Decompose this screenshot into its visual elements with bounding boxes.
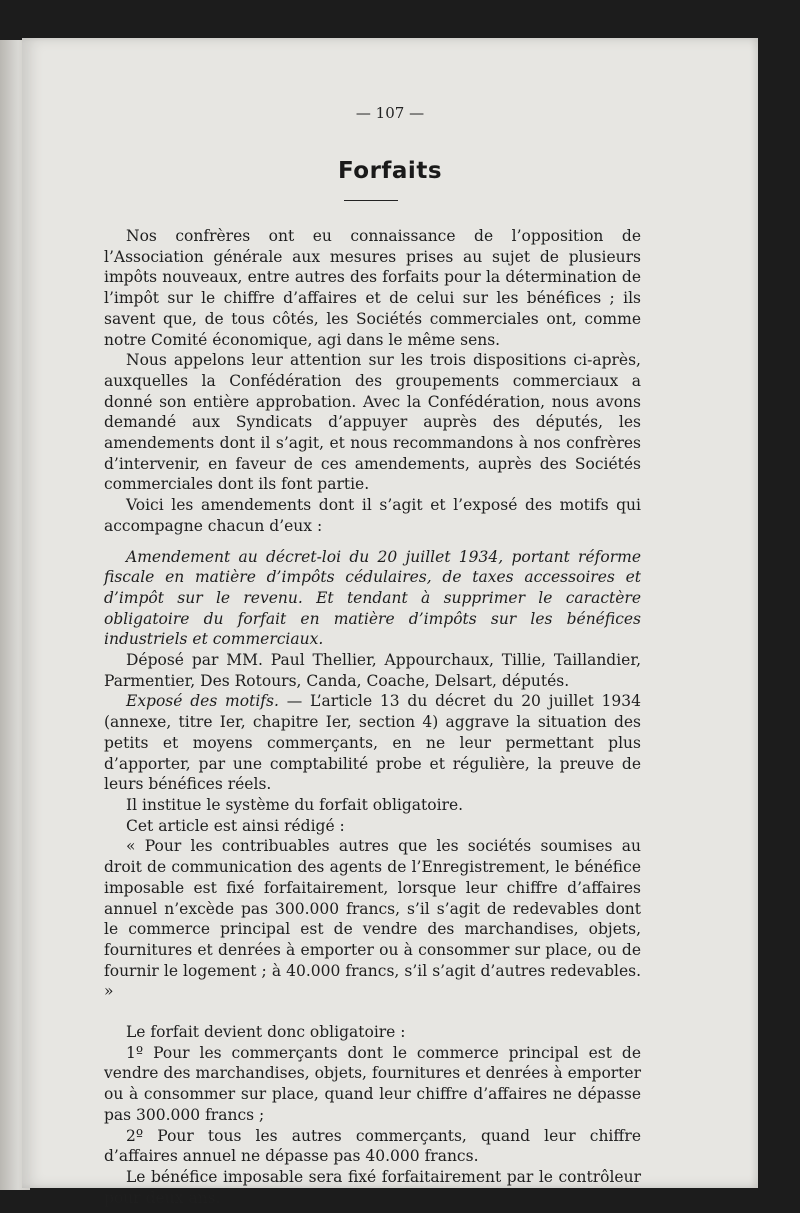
expose-label: Exposé des motifs. <box>126 692 279 711</box>
paragraph-intro: Nos confrères ont eu connaissance de l’opposition de l’Association générale aux mesures prises au sujet de plusieurs impôts nouveaux, entre autres des forfaits pour la détermination de l’impôt sur le chiffre d’affaires et de celui sur les bénéfices ; ils savent que, de tous côtés, les Sociétés commerciales ont, comme notre Comité économique, agi dans le même sens. <box>104 227 641 349</box>
paragraph-institue: Il institue le système du forfait obligatoire. <box>126 795 464 814</box>
title-underline <box>344 200 398 201</box>
paragraph-attention: Nous appelons leur attention sur les trois dispositions ci-après, auxquelles la Confédération des groupements commerciaux a donné son entière approbation. Avec la Confédération, nous avons demandé aux Syndicats d’appuyer auprès des députés, les amendements dont il s’agit, et nous recommandons à nos confrères d’intervenir, en faveur de ces amendements, auprès des Sociétés commerciales dont ils font partie. <box>104 351 641 494</box>
page-number: — 107 — <box>355 104 425 122</box>
article-body <box>104 216 641 1208</box>
amendment-heading: Amendement au décret-loi du 20 juillet 1934, portant réforme fiscale en matière d’impôts cédulaires, de taxes accessoires et d’impôt sur le revenu. Et tendant à supprimer le caractère obligatoire du forfait en matière d’impôts sur les bénéfices industriels et commerciaux. <box>104 547 641 649</box>
list-item-2: 2º Pour tous les autres commerçants, quand leur chiffre d’affaires annuel ne dépasse pas 40.000 francs. <box>104 1126 641 1166</box>
paragraph-voici: Voici les amendements dont il s’agit et l’exposé des motifs qui accompagne chacun d’eux : <box>104 496 641 535</box>
expose-paragraph <box>104 691 641 795</box>
deposited-by: Déposé par MM. Paul Thellier, Appourchaux, Tillie, Taillandier, Parmentier, Des Rotours, Canda, Coache, Delsart, députés. <box>104 651 641 690</box>
paragraph-conclusion: Le bénéfice imposable sera fixé forfaitairement par le contrôleur pour deux ans. <box>104 1167 641 1207</box>
paragraph-redige: Cet article est ainsi rédigé : <box>126 816 345 835</box>
page-sheet <box>22 38 758 1207</box>
page-title: Forfaits <box>337 158 443 184</box>
list-item-1: 1º Pour les commerçants dont le commerce principal est de vendre des marchandises, objets, fournitures et denrées à emporter ou à consommer sur place, quand leur chiffre d’affaires ne dépasse pas 300.000 francs ; <box>104 1043 641 1124</box>
quoted-article: « Pour les contribuables autres que les sociétés soumises au droit de communication des agents de l’Enregistrement, le bénéfice imposable est fixé forfaitairement, lorsque leur chiffre d’affaires annuel n’excède pas 300.000 francs, s’il s’agit de redevables dont le commerce principal est de vendre des marchandises, objets, fournitures et denrées à emporter ou à consommer sur place, ou de fournir le logement ; à 40.000 francs, s’il s’agit d’autres redevables. » <box>104 837 641 1001</box>
paragraph-obligatoire: Le forfait devient donc obligatoire : <box>126 1023 406 1042</box>
expose-text: — L’article 13 du décret du 20 juillet 1934 (annexe, titre Ier, chapitre Ier, section 4) aggrave la situation des petits et moyens commerçants, en ne leur permettant plus d’apporter, par une comptabilité probe et régulière, la preuve de leurs bénéfices réels. <box>104 692 641 794</box>
